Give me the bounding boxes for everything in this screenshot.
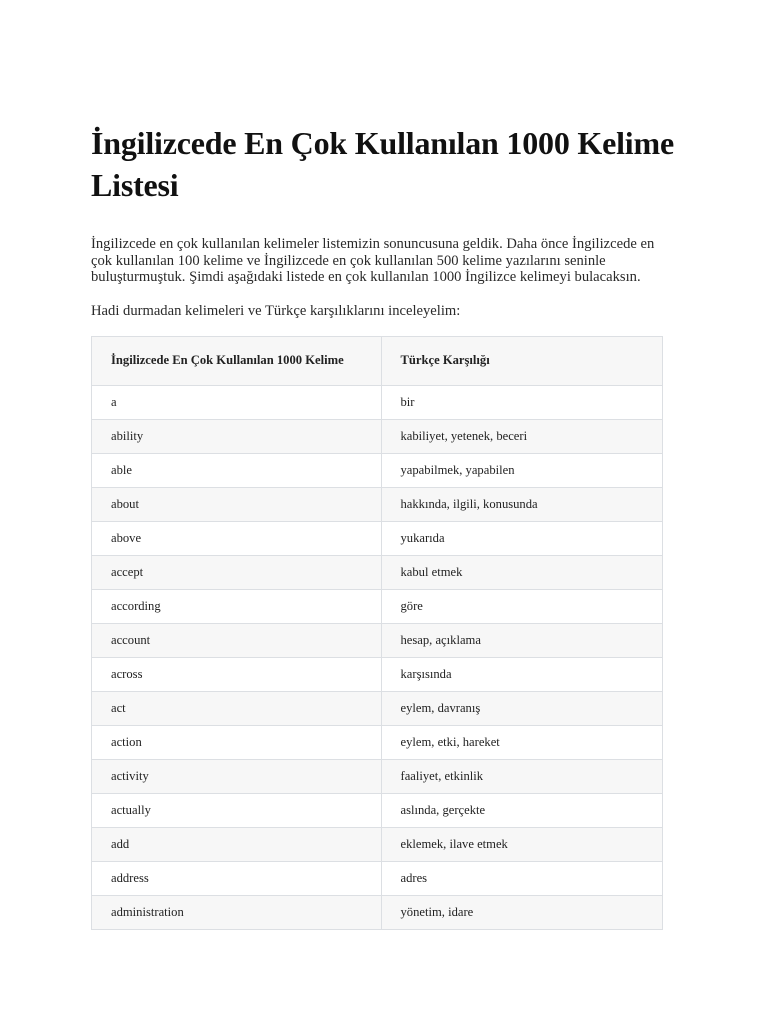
cell-turkish: hesap, açıklama (381, 623, 663, 657)
cell-turkish: faaliyet, etkinlik (381, 759, 663, 793)
document-page (91, 122, 677, 930)
cell-english: above (92, 521, 382, 555)
table-row (92, 793, 663, 827)
cell-english: able (92, 453, 382, 487)
table-row (92, 725, 663, 759)
cell-english: a (92, 385, 382, 419)
cell-turkish: bir (381, 385, 663, 419)
word-table (91, 336, 663, 930)
cell-turkish: yönetim, idare (381, 895, 663, 929)
cell-turkish: eklemek, ilave etmek (381, 827, 663, 861)
table-row (92, 623, 663, 657)
table-row (92, 555, 663, 589)
cell-english: address (92, 861, 382, 895)
table-row (92, 487, 663, 521)
cell-english: action (92, 725, 382, 759)
cell-turkish: aslında, gerçekte (381, 793, 663, 827)
table-row (92, 521, 663, 555)
header-english: İngilizcede En Çok Kullanılan 1000 Kelime (92, 336, 382, 385)
cell-turkish: kabiliyet, yetenek, beceri (381, 419, 663, 453)
table-row (92, 759, 663, 793)
table-row (92, 453, 663, 487)
header-turkish: Türkçe Karşılığı (381, 336, 663, 385)
cell-english: actually (92, 793, 382, 827)
cell-english: add (92, 827, 382, 861)
cell-english: administration (92, 895, 382, 929)
cell-turkish: adres (381, 861, 663, 895)
table-header-row (92, 336, 663, 385)
table-row (92, 657, 663, 691)
cell-english: account (92, 623, 382, 657)
table-row (92, 895, 663, 929)
cell-english: ability (92, 419, 382, 453)
table-row (92, 589, 663, 623)
cell-turkish: hakkında, ilgili, konusunda (381, 487, 663, 521)
cell-turkish: göre (381, 589, 663, 623)
cell-turkish: eylem, etki, hareket (381, 725, 663, 759)
cell-turkish: eylem, davranış (381, 691, 663, 725)
cell-english: accept (92, 555, 382, 589)
intro-paragraph: İngilizcede en çok kullanılan kelimeler listemizin sonuncusuna geldik. Daha önce İngilizcede en çok kullanılan 100 kelime ve İngilizcede en çok kullanılan 500 kelime yazılarını seninle buluşturmuştuk. Şimdi aşağıdaki listede en çok kullanılan 1000 İngilizce kelimeyi bulacaksın. (91, 236, 655, 286)
page-title: İngilizcede En Çok Kullanılan 1000 Kelime Listesi (91, 125, 674, 203)
cell-turkish: yapabilmek, yapabilen (381, 453, 663, 487)
cell-english: according (92, 589, 382, 623)
table-row (92, 691, 663, 725)
table-row (92, 827, 663, 861)
cell-english: across (92, 657, 382, 691)
cell-english: about (92, 487, 382, 521)
table-row (92, 861, 663, 895)
table-row (92, 419, 663, 453)
cell-turkish: karşısında (381, 657, 663, 691)
cell-turkish: yukarıda (381, 521, 663, 555)
cell-english: activity (92, 759, 382, 793)
table-row (92, 385, 663, 419)
cell-english: act (92, 691, 382, 725)
cell-turkish: kabul etmek (381, 555, 663, 589)
lead-paragraph: Hadi durmadan kelimeleri ve Türkçe karşılıklarını inceleyelim: (91, 302, 461, 319)
